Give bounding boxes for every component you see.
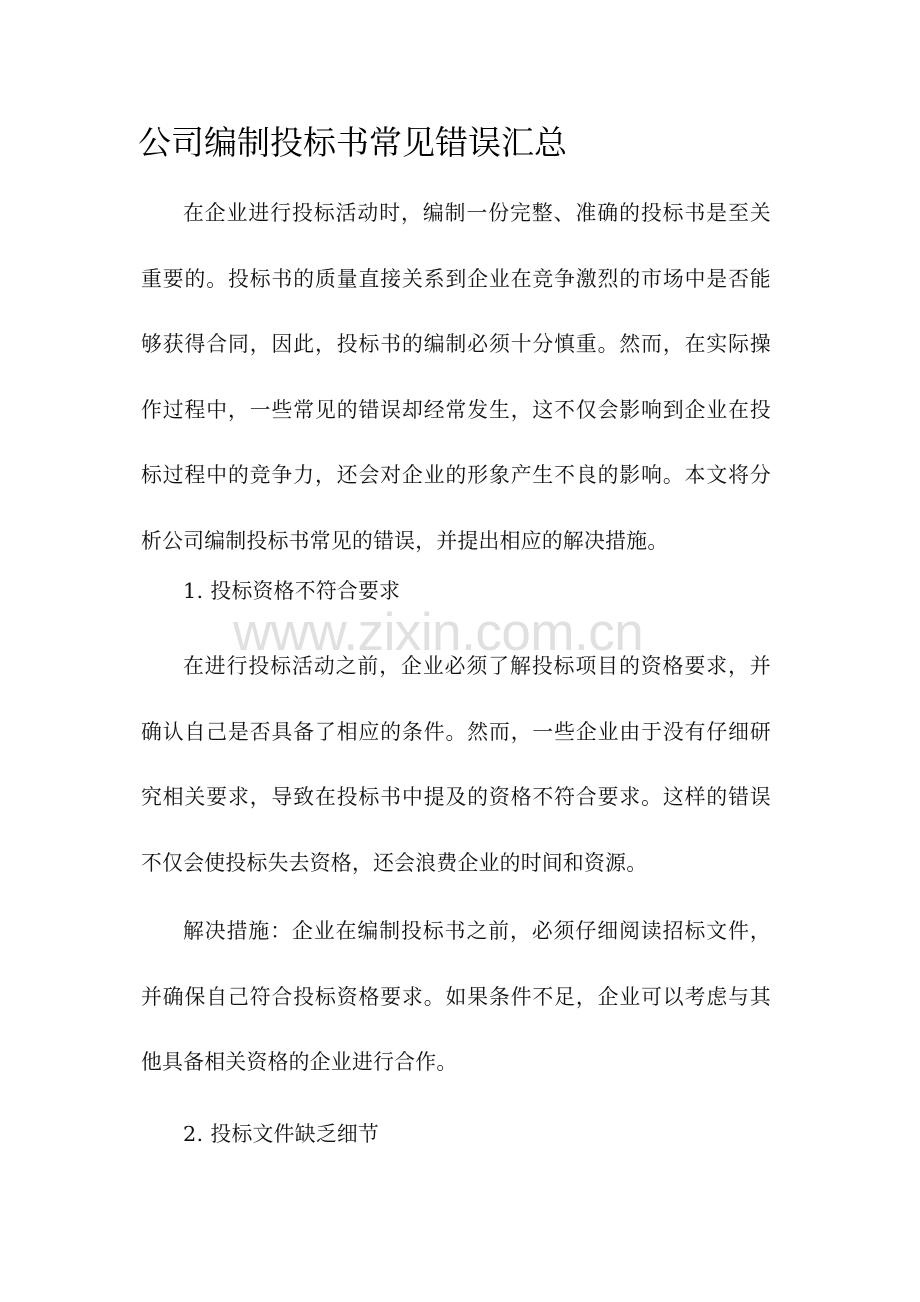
section-1-paragraph: 在进行投标活动之前，企业必须了解投标项目的资格要求，并确认自己是否具备了相应的条件。然而，一些企业由于没有仔细研究相关要求，导致在投标书中提及的资格不符合要求。这样的错误不仅会使投标失去资格，还会浪费企业的时间和资源。	[141, 654, 771, 875]
section-heading-1: 1. 投标资格不符合要求	[183, 579, 401, 603]
intro-paragraph: 在企业进行投标活动时，编制一份完整、准确的投标书是至关重要的。投标书的质量直接关系到企业在竞争激烈的市场中是否能够获得合同，因此，投标书的编制必须十分慎重。然而，在实际操作过程中，一些常见的错误却经常发生，这不仅会影响到企业在投标过程中的竞争力，还会对企业的形象产生不良的影响。本文将分析公司编制投标书常见的错误，并提出相应的解决措施。	[141, 201, 771, 553]
solution-paragraph: 解决措施：企业在编制投标书之前，必须仔细阅读招标文件，并确保自己符合投标资格要求。如果条件不足，企业可以考虑与其他具备相关资格的企业进行合作。	[141, 919, 771, 1074]
section-heading-2: 2. 投标文件缺乏细节	[183, 1122, 380, 1146]
document-title: 公司编制投标书常见错误汇总	[138, 123, 567, 162]
watermark: www.zixin.com.cn	[233, 603, 644, 662]
